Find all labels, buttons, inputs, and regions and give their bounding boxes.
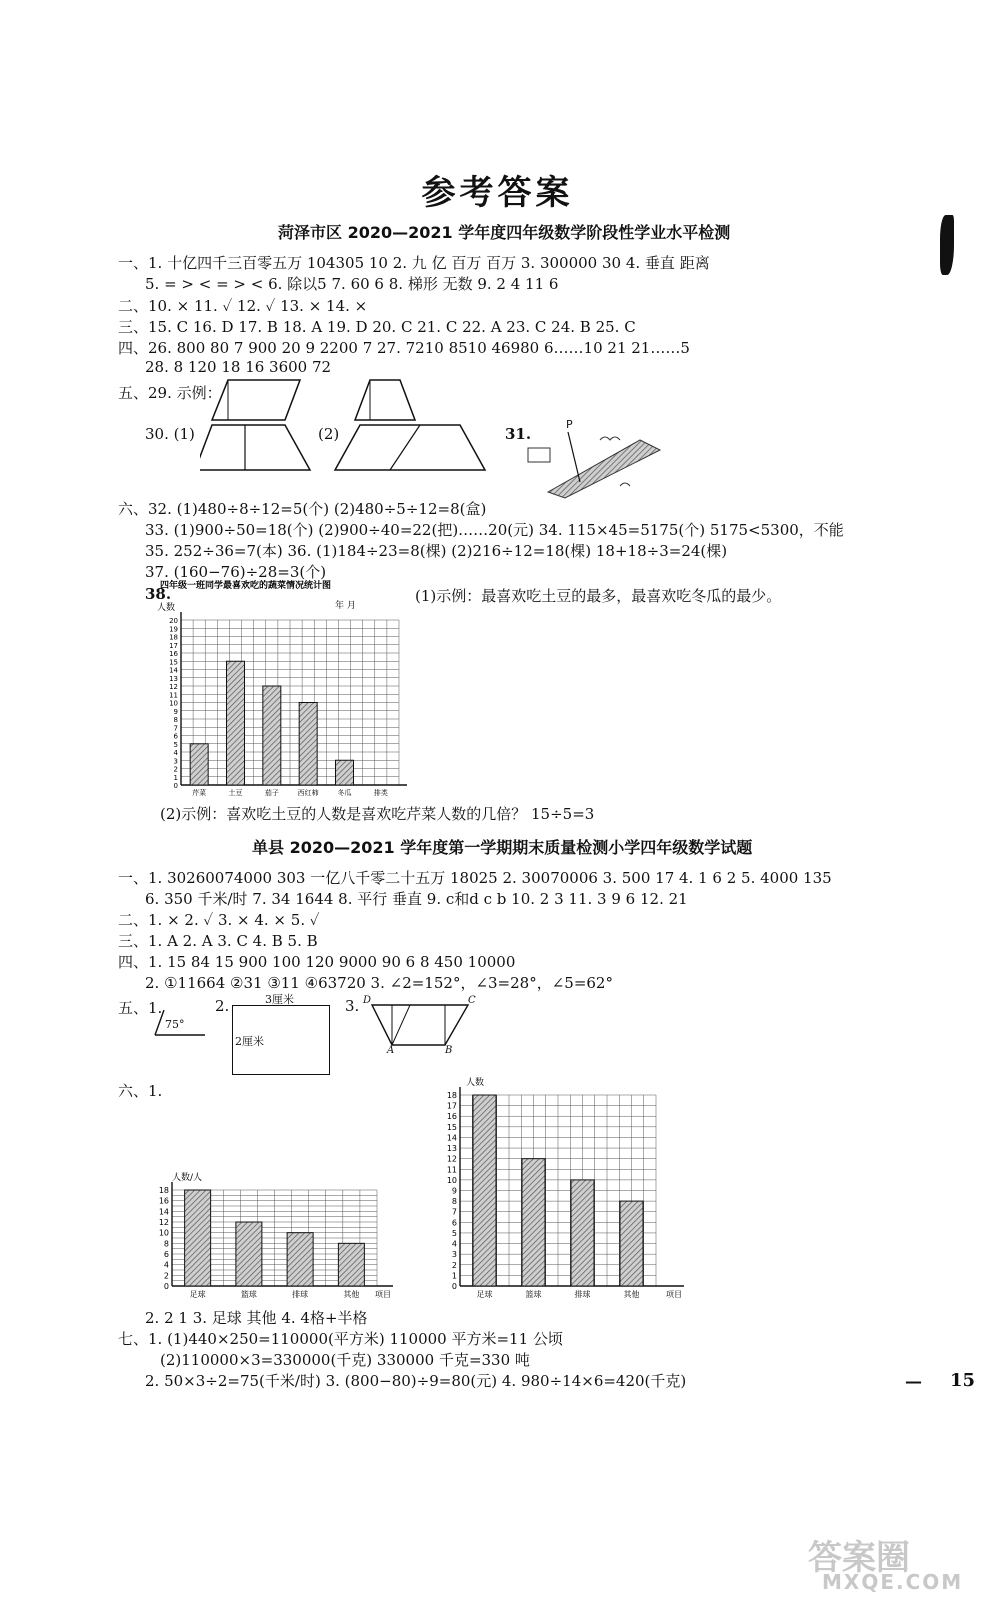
q30-label: 30. (1) bbox=[145, 425, 195, 443]
bar bbox=[236, 1222, 262, 1286]
parallelogram-shape bbox=[212, 380, 300, 420]
y-tick-label: 0 bbox=[163, 1282, 169, 1291]
answer-line: 5. = > < = > < 6. 除以5 7. 60 6 8. 梯形 无数 9. 2 4 11 6 bbox=[145, 275, 559, 293]
q38-note: (2)示例：喜欢吃土豆的人数是喜欢吃芹菜人数的几倍？ 15÷5=3 bbox=[160, 805, 595, 823]
sports-bar-chart-large bbox=[430, 1075, 690, 1307]
category-label: 土豆 bbox=[228, 789, 243, 797]
shortest-path-line bbox=[568, 432, 580, 482]
rect-width-label: 3厘米 bbox=[265, 993, 294, 1006]
bar bbox=[620, 1201, 643, 1286]
bar bbox=[522, 1159, 545, 1286]
category-label: 其他 bbox=[343, 1290, 360, 1299]
y-tick-label: 12 bbox=[446, 1154, 457, 1164]
y-tick-label: 18 bbox=[169, 633, 178, 642]
geometry-figures bbox=[200, 375, 510, 505]
y-tick-label: 15 bbox=[446, 1122, 457, 1132]
bar bbox=[227, 661, 245, 785]
y-tick-label: 2 bbox=[451, 1260, 457, 1270]
y-tick-label: 13 bbox=[446, 1144, 457, 1154]
y-tick-label: 16 bbox=[169, 650, 178, 658]
scan-edge-mark bbox=[940, 215, 954, 275]
category-label: 芹菜 bbox=[192, 789, 207, 797]
vertex-label: D bbox=[363, 995, 372, 1006]
watermark-logo: 答案圈 bbox=[808, 1538, 910, 1578]
y-tick-label: 10 bbox=[158, 1228, 169, 1238]
y-tick-label: 0 bbox=[173, 782, 178, 790]
y-tick-label: 18 bbox=[446, 1091, 457, 1100]
trapezoid-shape bbox=[335, 425, 485, 470]
answer-line: 二、10. × 11. ✓ 12. ✓ 13. × 14. × bbox=[118, 297, 368, 315]
y-tick-label: 4 bbox=[173, 749, 178, 757]
answer-line: 35. 252÷36=7(本) 36. (1)184÷23=8(棵) (2)216÷12=18(棵) 18+18÷3=24(棵) bbox=[145, 542, 728, 560]
answer-line: 2. 2 1 3. 足球 其他 4. 4格+半格 bbox=[145, 1309, 368, 1327]
answer-line: 一、1. 30260074000 303 一亿八千零二十五万 18025 2. 30070006 3. 500 17 4. 1 6 2 5. 4000 135 bbox=[118, 869, 832, 887]
bar bbox=[338, 1243, 364, 1286]
y-tick-label: 5 bbox=[173, 740, 178, 749]
category-label: 足球 bbox=[476, 1290, 493, 1299]
y-tick-label: 2 bbox=[163, 1271, 169, 1281]
category-label: 茄子 bbox=[264, 789, 279, 797]
y-tick-label: 18 bbox=[158, 1186, 169, 1195]
river-shape bbox=[548, 440, 660, 498]
q38-label: 38. bbox=[145, 585, 172, 603]
q6-label: 六、1. bbox=[118, 1082, 163, 1100]
vertex-label: C bbox=[468, 995, 476, 1006]
answer-line: 四、1. 15 84 15 900 100 120 9000 90 6 8 450 10000 bbox=[118, 953, 516, 971]
answer-line: 四、26. 800 80 7 900 20 9 2200 7 27. 7210 8510 46980 6……10 21 21……5 bbox=[118, 339, 690, 357]
y-tick-label: 19 bbox=[169, 625, 178, 634]
answer-line: 2. ①11664 ②31 ③11 ④63720 3. ∠2=152°，∠3=28°，∠5=62° bbox=[145, 974, 613, 992]
y-tick-label: 20 bbox=[169, 617, 178, 625]
bar bbox=[571, 1180, 594, 1286]
x-axis-title: 项目 bbox=[375, 1290, 391, 1299]
q29-label: 五、29. 示例： bbox=[118, 384, 222, 402]
y-tick-label: 6 bbox=[451, 1218, 457, 1228]
answer-line: 三、1. A 2. A 3. C 4. B 5. B bbox=[118, 932, 318, 950]
point-label: P bbox=[566, 418, 573, 431]
y-tick-label: 10 bbox=[169, 699, 178, 708]
trapezoid-shape bbox=[355, 380, 415, 420]
y-tick-label: 14 bbox=[158, 1207, 169, 1217]
y-tick-label: 17 bbox=[446, 1101, 457, 1111]
q5-label: 五、1. bbox=[118, 999, 163, 1017]
y-tick-label: 11 bbox=[169, 691, 178, 700]
answer-line: 三、15. C 16. D 17. B 18. A 19. D 20. C 21. C 22. A 23. C 24. B 25. C bbox=[118, 318, 636, 336]
answer-line: 二、1. × 2. ✓ 3. × 4. × 5. ✓ bbox=[118, 911, 320, 929]
trapezoid-shape bbox=[200, 425, 310, 470]
sports-bar-chart-small bbox=[150, 1172, 400, 1304]
section-heading-2: 单县 2020—2021 学年度第一学期期末质量检测小学四年级数学试题 bbox=[252, 838, 753, 857]
answer-line: 六、32. (1)480÷8÷12=5(个) (2)480÷5÷12=8(盒) bbox=[118, 500, 487, 518]
y-tick-label: 16 bbox=[158, 1196, 169, 1206]
y-tick-label: 0 bbox=[451, 1282, 457, 1291]
y-tick-label: 16 bbox=[446, 1112, 457, 1122]
y-tick-label: 12 bbox=[158, 1218, 169, 1227]
category-label: 排类 bbox=[373, 789, 388, 797]
y-tick-label: 12 bbox=[169, 683, 178, 691]
page-dash: — bbox=[905, 1372, 922, 1392]
river-map-figure bbox=[520, 420, 670, 500]
q5-3-label: 3. bbox=[345, 997, 360, 1015]
cut-line bbox=[390, 425, 420, 470]
y-tick-label: 6 bbox=[163, 1250, 169, 1259]
y-tick-label: 6 bbox=[173, 732, 178, 741]
bar bbox=[263, 686, 281, 785]
y-tick-label: 14 bbox=[446, 1133, 457, 1143]
bar bbox=[287, 1233, 313, 1286]
y-tick-label: 8 bbox=[163, 1239, 169, 1249]
q31-label: 31. bbox=[505, 425, 532, 443]
category-label: 其他 bbox=[623, 1290, 640, 1299]
y-axis-title: 人数 bbox=[466, 1078, 485, 1088]
grass-icon bbox=[600, 437, 620, 440]
answer-line: 37. (160−76)÷28=3(个) bbox=[145, 563, 327, 581]
category-label: 排球 bbox=[574, 1290, 591, 1299]
grass-icon bbox=[620, 483, 630, 486]
y-tick-label: 9 bbox=[173, 707, 178, 716]
y-tick-label: 3 bbox=[173, 757, 178, 766]
y-tick-label: 15 bbox=[169, 658, 178, 667]
answer-line: (2)110000×3=330000(千克) 330000 千克=330 吨 bbox=[160, 1351, 530, 1369]
vertex-label: B bbox=[445, 1045, 453, 1056]
y-tick-label: 4 bbox=[163, 1260, 169, 1270]
bar bbox=[185, 1190, 211, 1286]
x-axis-title: 项目 bbox=[666, 1290, 682, 1299]
bar bbox=[190, 744, 208, 785]
y-tick-label: 11 bbox=[446, 1165, 457, 1175]
angle-label: 75° bbox=[165, 1018, 185, 1031]
answer-line: 2. 50×3÷2=75(千米/时) 3. (800−80)÷9=80(元) 4. 980÷14×6=420(千克) bbox=[145, 1372, 687, 1390]
answer-line: 一、1. 十亿四千三百零五万 104305 10 2. 九 亿 百万 百万 3. 300000 30 4. 垂直 距离 bbox=[118, 254, 710, 272]
y-tick-label: 7 bbox=[173, 724, 178, 733]
rect-height-label: 2厘米 bbox=[235, 1035, 264, 1048]
answer-line: 6. 350 千米/时 7. 34 1644 8. 平行 垂直 9. c和d c b 10. 2 3 11. 3 9 6 12. 21 bbox=[145, 890, 688, 908]
category-label: 篮球 bbox=[240, 1290, 257, 1299]
category-label: 排球 bbox=[292, 1290, 309, 1299]
chart-title: 四年级一班同学最喜欢吃的蔬菜情况统计图 bbox=[160, 581, 332, 591]
category-label: 冬瓜 bbox=[337, 789, 352, 797]
vertex-label: A bbox=[387, 1045, 395, 1056]
y-tick-label: 9 bbox=[451, 1186, 457, 1196]
y-tick-label: 7 bbox=[451, 1207, 457, 1217]
y-tick-label: 2 bbox=[173, 765, 178, 774]
y-tick-label: 8 bbox=[173, 716, 178, 724]
y-tick-label: 3 bbox=[451, 1250, 457, 1260]
trapezoid-figure bbox=[360, 1000, 480, 1055]
answer-line: 七、1. (1)440×250=110000(平方米) 110000 平方米=11 公顷 bbox=[118, 1330, 563, 1348]
y-tick-label: 1 bbox=[173, 773, 178, 782]
bar bbox=[336, 760, 354, 785]
y-axis-title: 人数 bbox=[157, 603, 176, 613]
section-heading-1: 菏泽市区 2020—2021 学年度四年级数学阶段性学业水平检测 bbox=[278, 223, 731, 242]
category-label: 足球 bbox=[189, 1290, 206, 1299]
answer-line: 28. 8 120 18 16 3600 72 bbox=[145, 358, 332, 376]
bar bbox=[473, 1095, 496, 1286]
y-tick-label: 10 bbox=[446, 1175, 457, 1185]
answer-line: 33. (1)900÷50=18(个) (2)900÷40=22(把)……20(元) 34. 115×45=5175(个) 5175<5300，不能 bbox=[145, 521, 844, 539]
y-axis-title: 人数/人 bbox=[172, 1173, 203, 1183]
q38-note: (1)示例：最喜欢吃土豆的最多，最喜欢吃冬瓜的最少。 bbox=[415, 587, 782, 605]
category-label: 西红柿 bbox=[297, 789, 319, 797]
y-tick-label: 1 bbox=[451, 1271, 457, 1281]
y-tick-label: 14 bbox=[169, 666, 178, 675]
vegetable-bar-chart bbox=[155, 578, 415, 800]
y-tick-label: 17 bbox=[169, 641, 178, 650]
bar bbox=[299, 703, 317, 786]
q5-2-label: 2. bbox=[215, 997, 230, 1015]
date-label: 年 月 bbox=[335, 601, 356, 611]
page-title: 参考答案 bbox=[421, 173, 574, 213]
y-tick-label: 5 bbox=[451, 1228, 457, 1238]
y-tick-label: 8 bbox=[451, 1197, 457, 1207]
y-tick-label: 13 bbox=[169, 674, 178, 683]
animal-icon bbox=[528, 448, 550, 462]
q30b-label: (2) bbox=[318, 425, 340, 443]
page-number: 15 bbox=[950, 1370, 976, 1391]
category-label: 篮球 bbox=[525, 1290, 542, 1299]
watermark-url: MXQE.COM bbox=[822, 1570, 964, 1594]
y-tick-label: 4 bbox=[451, 1239, 457, 1249]
